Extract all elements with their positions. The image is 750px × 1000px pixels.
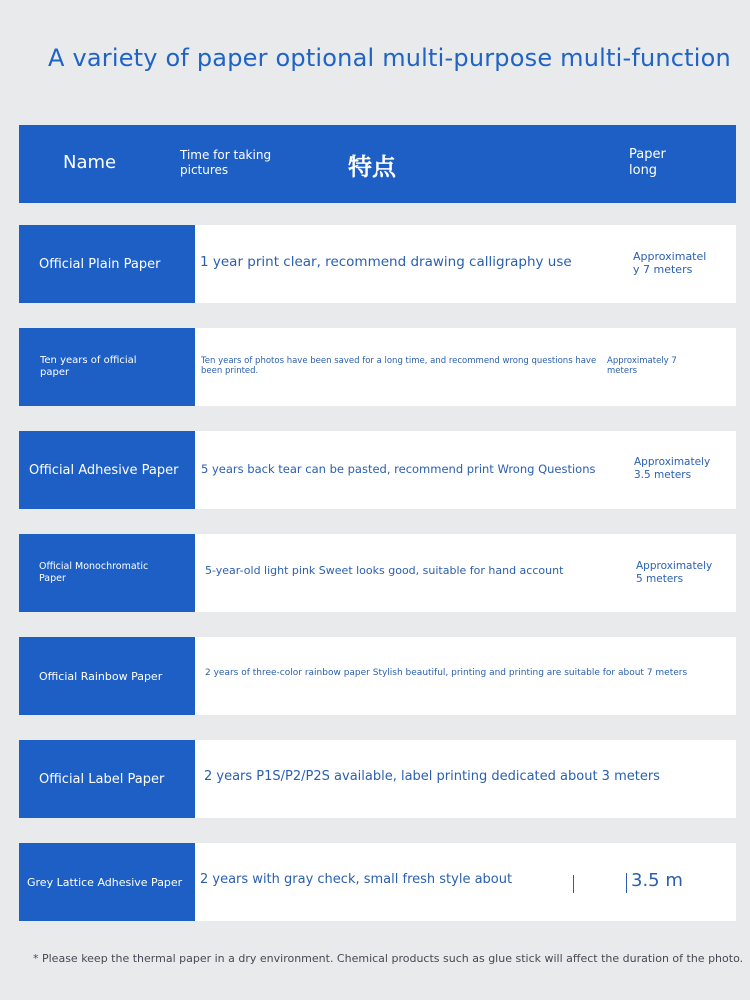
row-name-cell (19, 431, 195, 509)
row-name: Official Monochromatic Paper (39, 561, 149, 584)
header-time: Time for taking pictures (180, 148, 272, 177)
row-description: 2 years P1S/P2/P2S available, label printing dedicated about 3 meters (204, 769, 660, 784)
row-description: Ten years of photos have been saved for a long time, and recommend wrong questions have been printed. (201, 356, 597, 376)
row-name: Ten years of official paper (40, 355, 137, 378)
footnote: * Please keep the thermal paper in a dry environment. Chemical products such as glue stick will affect the duration of the photo. (33, 952, 744, 965)
table-row (19, 534, 736, 612)
row-description: 5 years back tear can be pasted, recommend print Wrong Questions (201, 462, 596, 476)
row-description: 2 years with gray check, small fresh style about (200, 872, 513, 887)
table-row (19, 328, 736, 406)
table-header (19, 125, 736, 203)
divider (573, 875, 574, 893)
row-name: Official Label Paper (39, 771, 165, 787)
row-length: Approximately 7 meters (633, 250, 707, 276)
row-name: Official Plain Paper (39, 256, 161, 272)
row-description: 2 years of three-color rainbow paper Stylish beautiful, printing and printing are suitable for about 7 meters (205, 668, 688, 678)
table-row (19, 843, 736, 921)
row-length: Approximately 7 meters (607, 356, 677, 376)
header-paper-long: Paper long (629, 147, 666, 178)
header-feature: 特点 (348, 153, 396, 181)
row-name-cell (19, 740, 195, 818)
row-length: Approximately 5 meters (636, 560, 713, 585)
divider (626, 873, 627, 893)
row-name: Grey Lattice Adhesive Paper (27, 875, 183, 889)
table-row (19, 431, 736, 509)
row-name-cell (19, 328, 195, 406)
row-length: 3.5 m (631, 870, 683, 891)
row-length: Approximately 3.5 meters (634, 456, 711, 481)
row-name: Official Adhesive Paper (29, 462, 179, 478)
table-row (19, 637, 736, 715)
table-row (19, 740, 736, 818)
row-name-cell (19, 843, 195, 921)
table-row (19, 225, 736, 303)
page-title: A variety of paper optional multi-purpose multi-function (48, 44, 731, 72)
row-name: Official Rainbow Paper (39, 669, 163, 683)
row-name-cell (19, 534, 195, 612)
row-name-cell (19, 225, 195, 303)
row-description: 5-year-old light pink Sweet looks good, suitable for hand account (205, 564, 564, 577)
header-name: Name (63, 152, 117, 173)
row-name-cell (19, 637, 195, 715)
row-description: 1 year print clear, recommend drawing calligraphy use (200, 254, 572, 270)
